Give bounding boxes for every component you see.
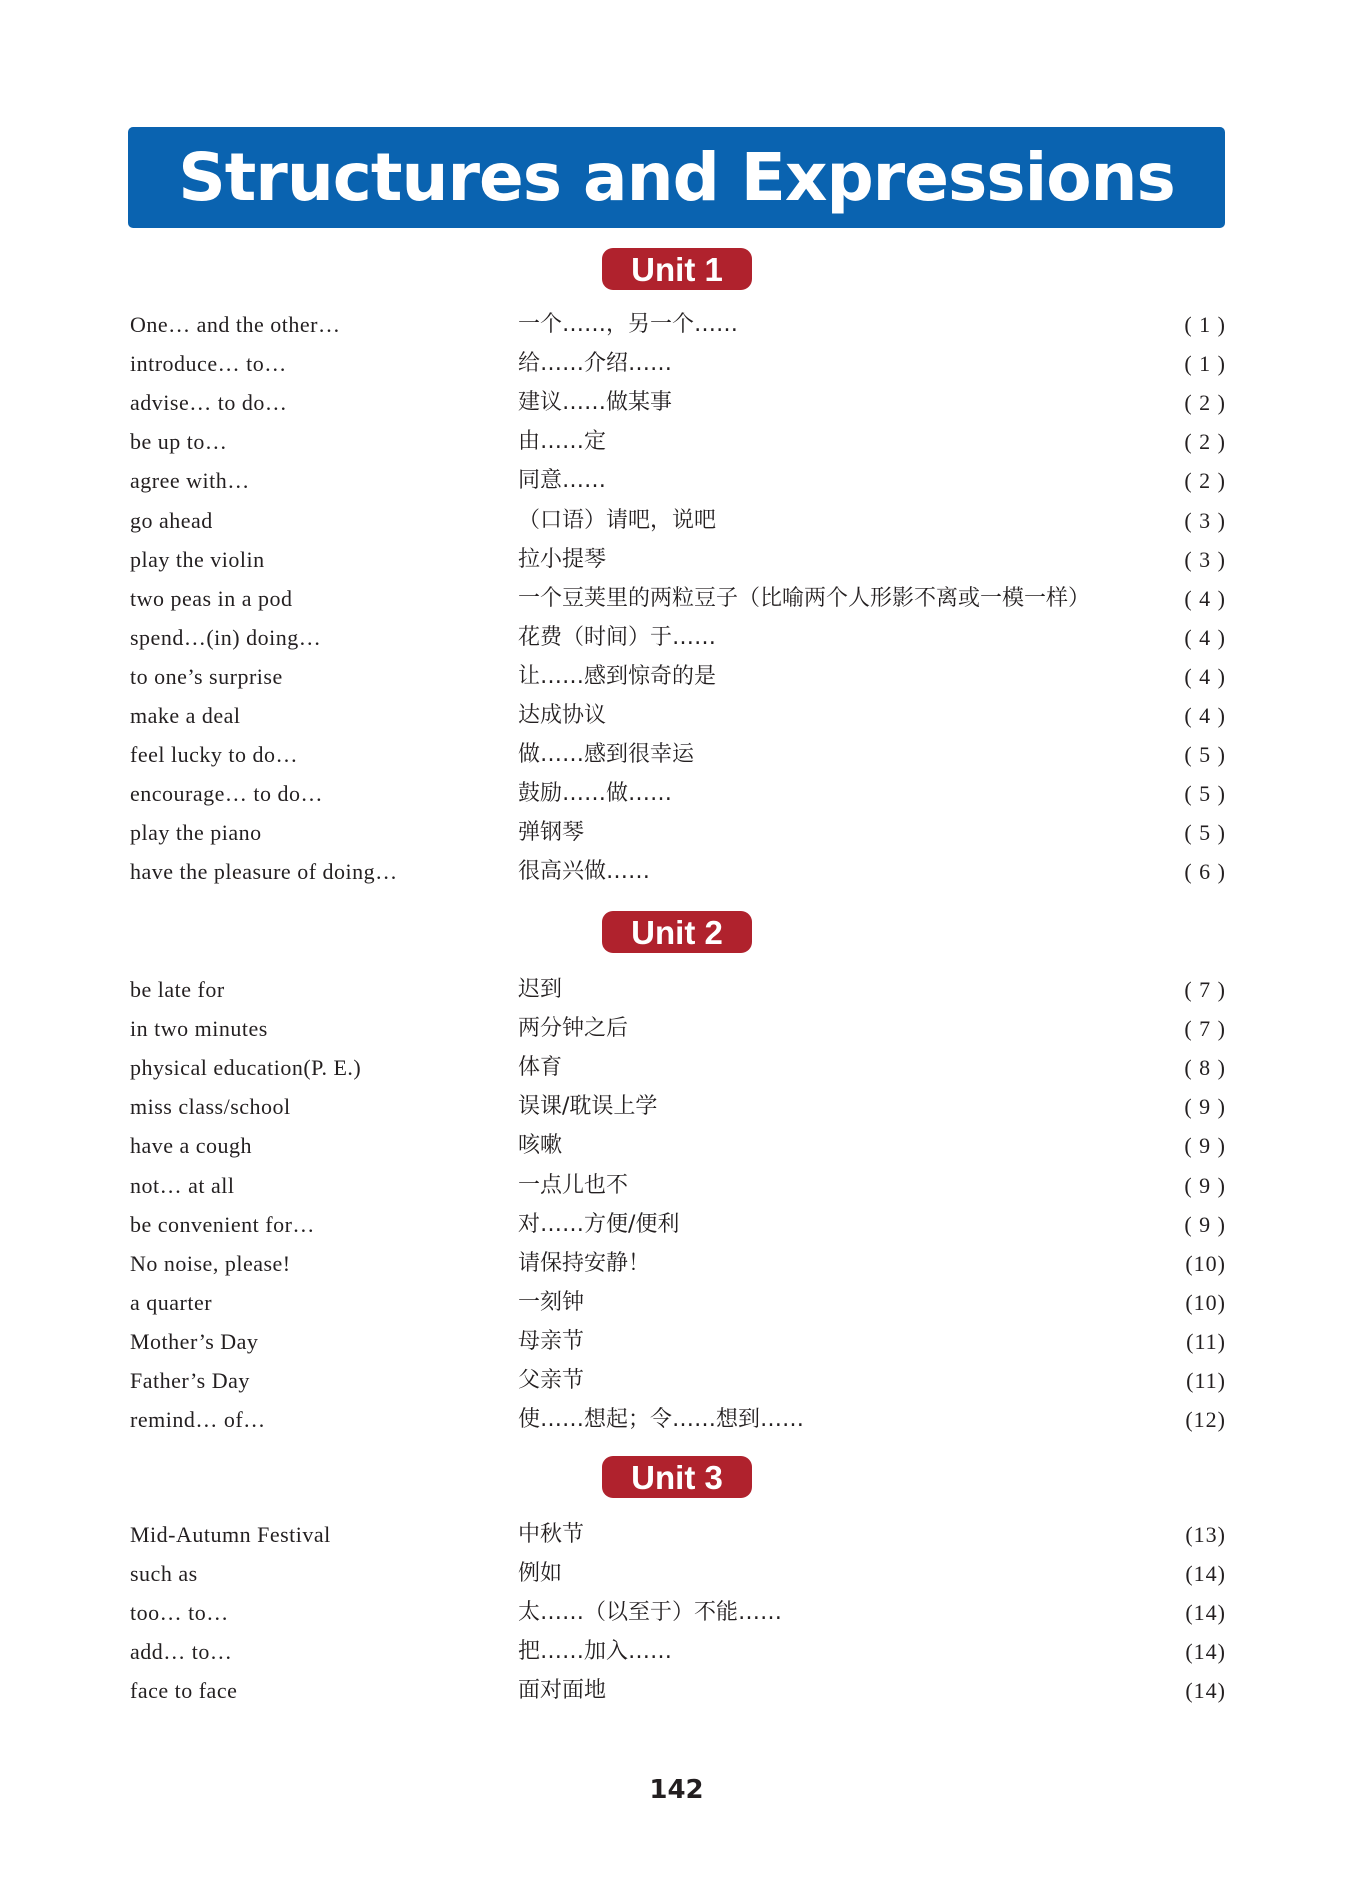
chinese-translation: 给……介绍…… [518, 351, 673, 377]
title-banner [128, 127, 1225, 228]
page-reference: ( 2 ) [1184, 468, 1226, 494]
page-reference: ( 9 ) [1184, 1172, 1226, 1198]
english-expression: encourage… to do… [130, 781, 323, 807]
unit-1-badge [602, 248, 752, 290]
page-reference: (10) [1185, 1250, 1226, 1276]
english-expression: not… at all [130, 1172, 235, 1198]
page-reference: (10) [1185, 1289, 1226, 1315]
chinese-translation: 同意…… [518, 468, 607, 494]
expression-row [0, 1166, 1353, 1205]
page-reference: (13) [1185, 1522, 1226, 1547]
page-reference: ( 1 ) [1184, 351, 1226, 377]
page-reference: (14) [1185, 1561, 1226, 1587]
page-reference: ( 9 ) [1184, 1211, 1226, 1237]
english-expression: agree with… [130, 468, 250, 494]
unit-3-label: Unit 3 [631, 1458, 723, 1496]
english-expression: feel lucky to do… [130, 742, 298, 768]
expression-row [0, 852, 1353, 891]
english-expression: play the violin [130, 546, 265, 572]
chinese-translation: 鼓励……做…… [518, 781, 673, 807]
chinese-translation: 迟到 [518, 977, 563, 1002]
chinese-translation: 让……感到惊奇的是 [518, 663, 717, 689]
chinese-translation: 中秋节 [518, 1522, 585, 1547]
unit-3-badge [602, 1456, 752, 1498]
expression-row [0, 1009, 1353, 1048]
english-expression: miss class/school [130, 1094, 291, 1120]
page-reference: (11) [1186, 1368, 1226, 1393]
page-reference: ( 7 ) [1184, 977, 1226, 1002]
expression-row [0, 1400, 1353, 1439]
english-expression: two peas in a pod [130, 585, 293, 611]
english-expression: play the piano [130, 820, 262, 846]
page-reference: ( 3 ) [1184, 507, 1226, 533]
english-expression: Mother’s Day [130, 1328, 259, 1354]
expression-row [0, 1322, 1353, 1361]
page-reference: ( 4 ) [1184, 703, 1226, 728]
page-reference: ( 2 ) [1184, 390, 1226, 416]
english-expression: to one’s surprise [130, 663, 283, 689]
page-reference: ( 1 ) [1184, 312, 1226, 337]
english-expression: such as [130, 1561, 198, 1587]
page-title: Structures and Expressions [178, 139, 1175, 216]
english-expression: make a deal [130, 703, 241, 728]
english-expression: a quarter [130, 1289, 213, 1315]
expression-row [0, 1632, 1353, 1671]
expression-row [0, 461, 1353, 500]
page-reference: (14) [1185, 1678, 1226, 1704]
chinese-translation: 建议……做某事 [518, 390, 673, 416]
expression-row [0, 540, 1353, 579]
english-expression: Father’s Day [130, 1368, 250, 1393]
english-expression: be late for [130, 977, 225, 1002]
expression-row [0, 305, 1353, 344]
chinese-translation: 例如 [518, 1561, 563, 1587]
english-expression: advise… to do… [130, 390, 288, 416]
page-reference: ( 8 ) [1184, 1055, 1226, 1081]
english-expression: too… to… [130, 1600, 229, 1626]
expression-row [0, 501, 1353, 540]
english-expression: introduce… to… [130, 351, 287, 377]
english-expression: go ahead [130, 507, 213, 533]
expression-row [0, 618, 1353, 657]
expression-row [0, 1048, 1353, 1087]
expression-row [0, 1087, 1353, 1126]
chinese-translation: 母亲节 [518, 1328, 585, 1354]
unit-1-label: Unit 1 [631, 250, 723, 288]
chinese-translation: 使……想起；令……想到…… [518, 1407, 805, 1433]
english-expression: spend…(in) doing… [130, 624, 322, 650]
expression-row [0, 422, 1353, 461]
page-reference: (12) [1185, 1407, 1226, 1433]
chinese-translation: 拉小提琴 [518, 546, 607, 572]
chinese-translation: 由……定 [518, 429, 607, 455]
english-expression: be up to… [130, 429, 228, 455]
english-expression: be convenient for… [130, 1211, 315, 1237]
english-expression: remind… of… [130, 1407, 266, 1433]
expression-row [0, 696, 1353, 735]
page-reference: ( 7 ) [1184, 1016, 1226, 1042]
unit-2-label: Unit 2 [631, 913, 723, 951]
english-expression: have the pleasure of doing… [130, 859, 398, 885]
english-expression: in two minutes [130, 1016, 268, 1042]
expression-row [0, 383, 1353, 422]
expression-row [0, 813, 1353, 852]
chinese-translation: 面对面地 [518, 1678, 607, 1704]
english-expression: face to face [130, 1678, 238, 1704]
expression-row [0, 774, 1353, 813]
chinese-translation: 很高兴做…… [518, 859, 651, 885]
chinese-translation: 一个豆荚里的两粒豆子（比喻两个人形影不离或一模一样） [518, 585, 1091, 611]
english-expression: have a cough [130, 1133, 253, 1159]
page-reference: ( 3 ) [1184, 546, 1226, 572]
expression-row [0, 1126, 1353, 1165]
page-reference: (14) [1185, 1600, 1226, 1626]
chinese-translation: 体育 [518, 1055, 563, 1081]
page-reference: ( 4 ) [1184, 624, 1226, 650]
expression-row [0, 735, 1353, 774]
page-reference: (11) [1186, 1328, 1226, 1354]
page-reference: ( 6 ) [1184, 859, 1226, 885]
chinese-translation: 一刻钟 [518, 1289, 585, 1315]
unit-2-badge [602, 911, 752, 953]
expression-row [0, 579, 1353, 618]
chinese-translation: 弹钢琴 [518, 820, 585, 846]
page-reference: ( 5 ) [1184, 781, 1226, 807]
chinese-translation: 达成协议 [518, 703, 607, 728]
english-expression: add… to… [130, 1639, 233, 1665]
chinese-translation: 太……（以至于）不能…… [518, 1600, 783, 1626]
chinese-translation: 一点儿也不 [518, 1172, 629, 1198]
expression-row [0, 1554, 1353, 1593]
english-expression: One… and the other… [130, 312, 341, 337]
page-reference: (14) [1185, 1639, 1226, 1665]
chinese-translation: 请保持安静！ [518, 1250, 651, 1276]
expression-row [0, 1593, 1353, 1632]
page-reference: ( 4 ) [1184, 663, 1226, 689]
chinese-translation: 误课/耽误上学 [518, 1094, 658, 1120]
expression-row [0, 344, 1353, 383]
chinese-translation: （口语）请吧，说吧 [518, 507, 717, 533]
expression-row [0, 657, 1353, 696]
page-reference: ( 9 ) [1184, 1094, 1226, 1120]
chinese-translation: 对……方便/便利 [518, 1211, 680, 1237]
page-number: 142 [649, 1775, 704, 1805]
expression-row [0, 1361, 1353, 1400]
english-expression: physical education(P. E.) [130, 1055, 362, 1081]
chinese-translation: 做……感到很幸运 [518, 742, 695, 768]
chinese-translation: 父亲节 [518, 1368, 585, 1393]
page-reference: ( 5 ) [1184, 820, 1226, 846]
chinese-translation: 咳嗽 [518, 1133, 563, 1159]
expression-row [0, 1671, 1353, 1710]
page-reference: ( 4 ) [1184, 585, 1226, 611]
chinese-translation: 一个……，另一个…… [518, 312, 739, 337]
english-expression: Mid-Autumn Festival [130, 1522, 331, 1547]
page-reference: ( 9 ) [1184, 1133, 1226, 1159]
page-reference: ( 2 ) [1184, 429, 1226, 455]
chinese-translation: 两分钟之后 [518, 1016, 629, 1042]
chinese-translation: 把……加入…… [518, 1639, 673, 1665]
chinese-translation: 花费（时间）于…… [518, 624, 717, 650]
expression-row [0, 1244, 1353, 1283]
expression-row [0, 1283, 1353, 1322]
expression-row [0, 1515, 1353, 1554]
expression-row [0, 970, 1353, 1009]
expression-row [0, 1205, 1353, 1244]
english-expression: No noise, please! [130, 1250, 291, 1276]
page-reference: ( 5 ) [1184, 742, 1226, 768]
